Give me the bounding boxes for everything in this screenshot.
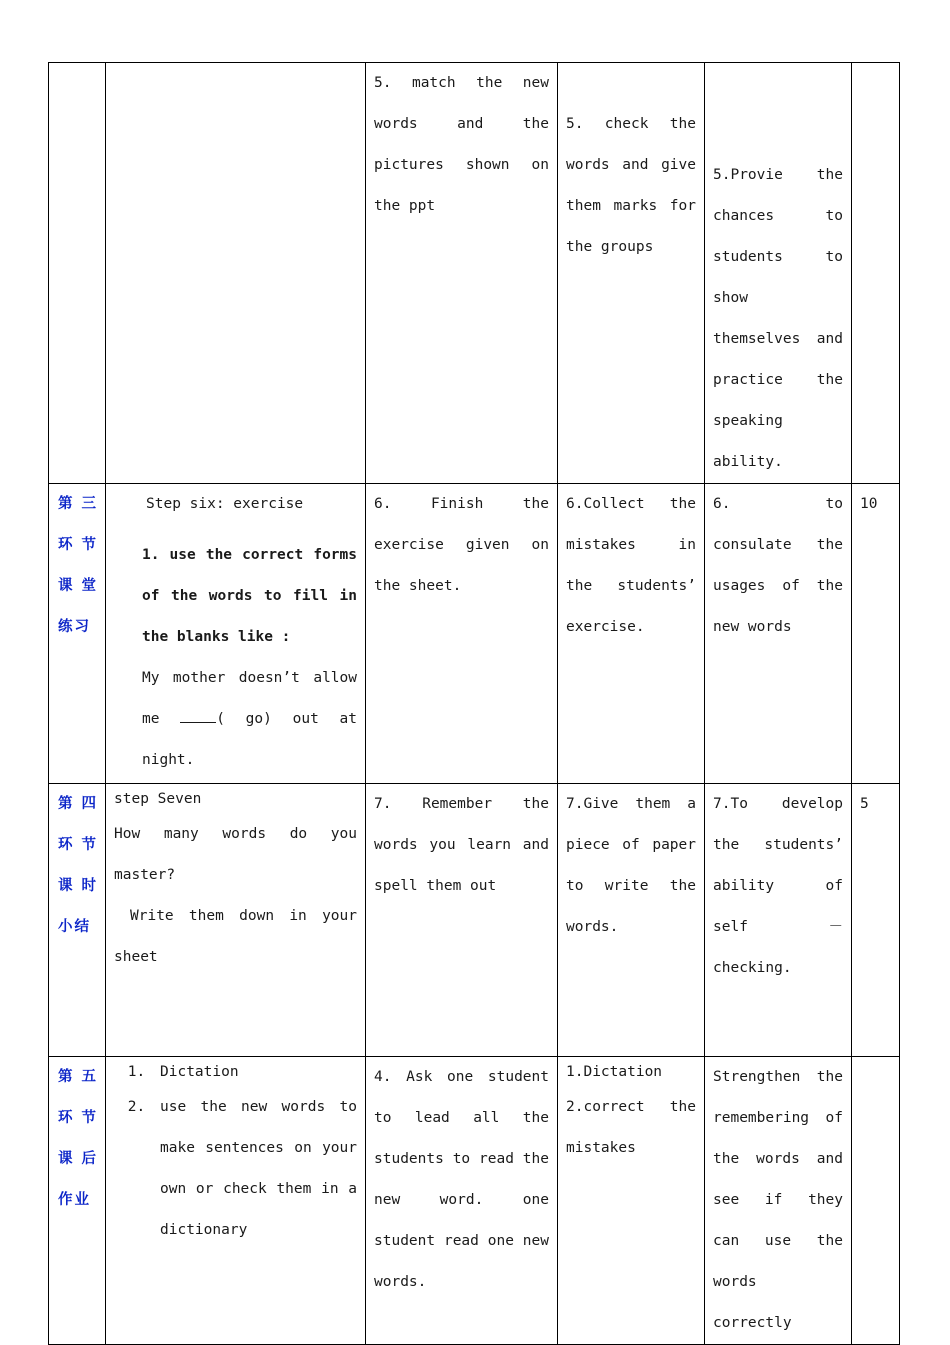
purpose-cell: 5.Provie the chances to students to show themselves and practice the speaking ability.	[705, 63, 852, 484]
stage-cell	[49, 63, 106, 484]
table-row	[49, 1057, 900, 1345]
student-activity-cell: 5. match the new words and the pictures shown on the ppt	[366, 63, 558, 484]
teacher-activity-cell: 6.Collect the mistakes in the students’ exercise.	[558, 484, 705, 784]
table-row	[49, 784, 900, 1057]
content-cell	[106, 784, 366, 1057]
summary-question: How many words do you master?	[114, 826, 357, 883]
time-cell: 5	[852, 784, 900, 1057]
purpose-cell: Strengthen the remembering of the words and see if they can use the words correctly	[705, 1057, 852, 1345]
teacher-line: 2.correct the mistakes	[566, 1099, 696, 1156]
content-cell	[106, 484, 366, 784]
stage-label: 第四环节课时小结	[49, 784, 106, 1057]
purpose-cell: 7.To develop the students’ ability of self －checking.	[705, 784, 852, 1057]
time-cell	[852, 63, 900, 484]
student-activity-cell: 7. Remember the words you learn and spell them out	[366, 784, 558, 1057]
purpose-cell: 6. to consulate the usages of the new words	[705, 484, 852, 784]
table-row	[49, 484, 900, 784]
homework-list	[114, 1057, 357, 1251]
teacher-activity-cell: 5. check the words and give them marks for the groups	[558, 63, 705, 484]
teacher-line: 1.Dictation	[566, 1064, 663, 1080]
table-row	[49, 63, 900, 484]
example-sentence: My mother doesn’t allow me ( go) out at night.	[142, 670, 357, 768]
student-activity-cell: 6. Finish the exercise given on the sheet.	[366, 484, 558, 784]
exercise-instruction: 1. use the correct forms of the words to fill in the blanks like :	[142, 547, 357, 645]
list-item: 1. Dictation	[154, 1057, 357, 1087]
time-cell	[852, 1057, 900, 1345]
teacher-activity-cell	[558, 1057, 705, 1345]
step-title: Step six: exercise	[146, 496, 304, 512]
fill-blank	[180, 708, 216, 723]
teacher-activity-cell: 7.Give them a piece of paper to write the words.	[558, 784, 705, 1057]
summary-task: Write them down in your sheet	[114, 908, 357, 965]
stage-label: 第五环节课后作业	[49, 1057, 106, 1345]
content-cell	[106, 63, 366, 484]
list-item: 2. use the new words to make sentences on your own or check them in a dictionary	[154, 1087, 357, 1251]
content-cell	[106, 1057, 366, 1345]
time-cell: 10	[852, 484, 900, 784]
lesson-plan-table	[48, 62, 900, 1345]
step-title: step Seven	[114, 791, 202, 807]
student-activity-cell: 4. Ask one student to lead all the students to read the new word. one student read one new words.	[366, 1057, 558, 1345]
stage-label: 第三环节课堂练习	[49, 484, 106, 784]
